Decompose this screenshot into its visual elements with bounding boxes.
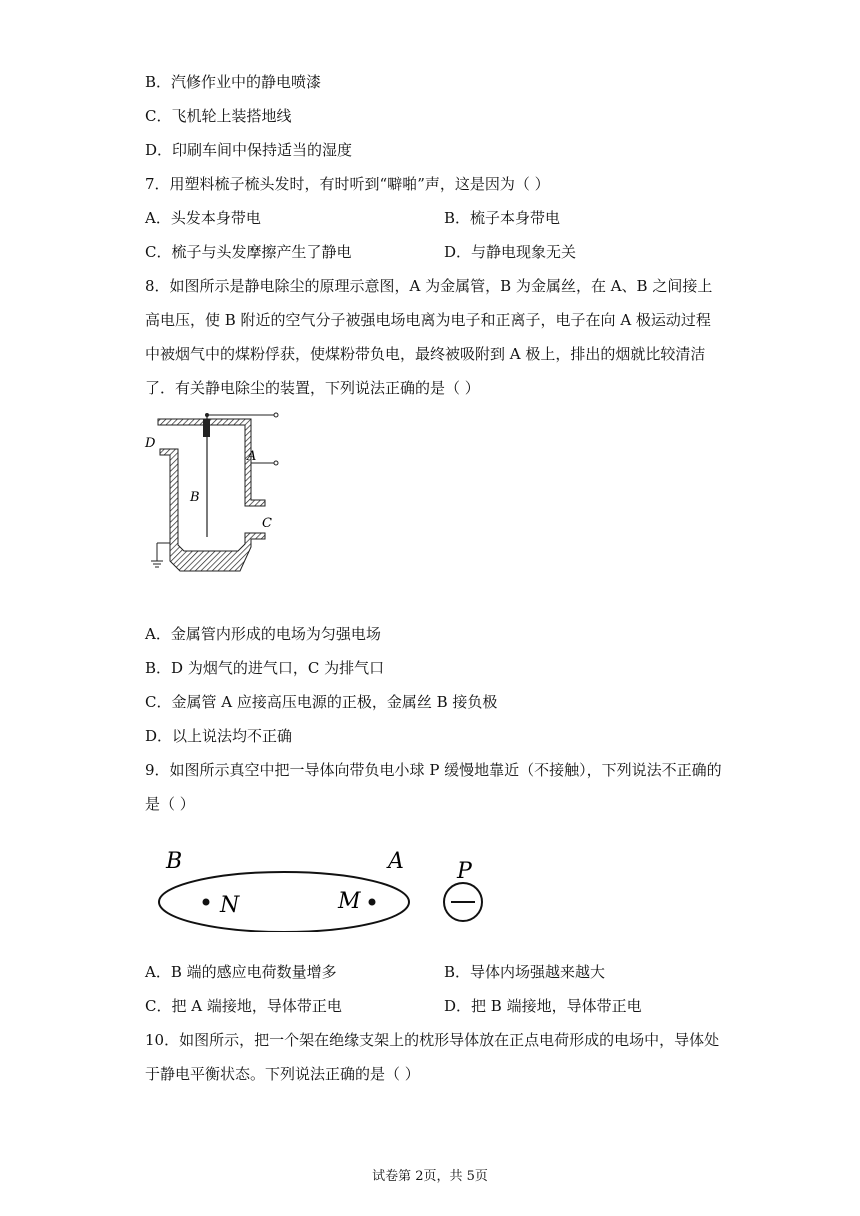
q7-option-a: A．头发本身带电 [145,209,261,227]
q10-stem-line-1: 10．如图所示，把一个架在绝缘支架上的枕形导体放在正点电荷形成的电场中，导体处 [145,1031,720,1049]
label-b-end: B [166,849,183,874]
q7-stem: 7．用塑料梳子梳头发时，有时听到“噼啪”声，这是因为（ ） [145,175,550,193]
q8-stem-line-1: 8．如图所示是静电除尘的原理示意图，A 为金属管，B 为金属丝，在 A、B 之间接上 [145,277,713,295]
page-footer: 试卷第 2页，共 5页 [372,1169,488,1184]
q9-option-a: A．B 端的感应电荷数量增多 [145,963,337,981]
q9-stem-line-2: 是（ ） [145,795,195,813]
q6-option-b: B．汽修作业中的静电喷漆 [145,73,322,91]
q8-option-a: A．金属管内形成的电场为匀强电场 [145,625,381,643]
q9-option-c: C．把 A 端接地，导体带正电 [145,997,342,1015]
label-a: A [247,449,257,464]
q8-option-c: C．金属管 A 应接高压电源的正极，金属丝 B 接负极 [145,693,498,711]
q8-stem-line-3: 中被烟气中的煤粉俘获，使煤粉带负电，最终被吸附到 A 极上，排出的烟就比较清洁 [145,345,706,363]
q7-option-c: C．梳子与头发摩擦产生了静电 [145,243,352,261]
q6-option-c: C．飞机轮上装搭地线 [145,107,292,125]
label-m: M [338,889,361,914]
label-d: D [145,436,156,451]
q9-option-d: D．把 B 端接地，导体带正电 [444,997,642,1015]
q9-stem-line-1: 9．如图所示真空中把一导体向带负电小球 P 缓慢地靠近（不接触），下列说法不正确的 [145,761,722,779]
label-n: N [220,893,240,918]
q8-stem-line-4: 了．有关静电除尘的装置，下列说法正确的是（ ） [145,379,480,397]
q9-option-b: B．导体内场强越来越大 [444,963,606,981]
q6-option-d: D．印刷车间中保持适当的湿度 [145,141,353,159]
q10-stem-line-2: 于静电平衡状态。下列说法正确的是（ ） [145,1065,420,1083]
label-c: C [262,516,272,531]
label-p: P [457,859,472,884]
label-a-end: A [388,849,404,874]
q7-option-b: B．梳子本身带电 [444,209,561,227]
q8-option-b: B．D 为烟气的进气口，C 为排气口 [145,659,385,677]
q7-option-d: D．与静电现象无关 [444,243,577,261]
electrostatic-precipitator-figure [140,405,290,585]
q8-stem-line-2: 高电压，使 B 附近的空气分子被强电场电离为电子和正离子，电子在向 A 极运动过程 [145,311,711,329]
conductor-and-charge-figure [150,842,500,932]
q8-option-d: D．以上说法均不正确 [145,727,293,745]
label-b: B [190,490,200,505]
